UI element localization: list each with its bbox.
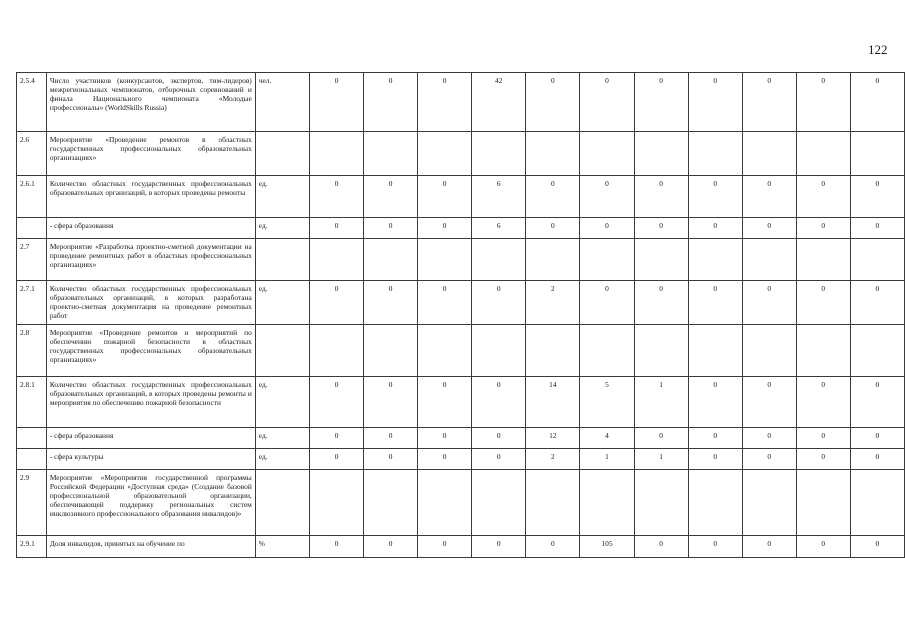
table-row <box>17 176 905 218</box>
value-cell <box>796 470 850 536</box>
table-row <box>17 325 905 377</box>
indicator-table <box>16 72 905 558</box>
value-cell: 1 <box>634 377 688 428</box>
value-cell: 0 <box>418 449 472 470</box>
value-cell: 0 <box>850 536 904 558</box>
row-name: Мероприятие «Разработка проектно-сметной документации на проведение ремонтных работ в областных профессиональных организациях» <box>46 239 255 281</box>
value-cell: 0 <box>742 377 796 428</box>
value-cell: 0 <box>634 73 688 132</box>
value-cell <box>364 132 418 176</box>
value-cell <box>364 470 418 536</box>
row-unit: ед. <box>255 176 309 218</box>
value-cell: 0 <box>742 449 796 470</box>
row-index: 2.9 <box>17 470 47 536</box>
value-cell <box>580 239 634 281</box>
value-cell <box>418 132 472 176</box>
value-cell: 0 <box>796 218 850 239</box>
row-name: Количество областных государственных профессиональных образовательных организаций, в которых проведены ремонты и мероприятия по обеспечению пожарной безопасности <box>46 377 255 428</box>
value-cell <box>688 470 742 536</box>
value-cell: 0 <box>634 428 688 449</box>
row-name: Количество областных государственных профессиональных образовательных организаций, в которых разработана проектно-сметная документация на проведение ремонтных работ <box>46 281 255 325</box>
value-cell <box>634 239 688 281</box>
value-cell: 0 <box>742 536 796 558</box>
value-cell: 0 <box>526 176 580 218</box>
value-cell: 0 <box>796 73 850 132</box>
value-cell <box>310 132 364 176</box>
row-index: 2.5.4 <box>17 73 47 132</box>
value-cell: 0 <box>364 218 418 239</box>
value-cell: 0 <box>580 218 634 239</box>
table-row <box>17 428 905 449</box>
value-cell: 0 <box>526 218 580 239</box>
row-name: Мероприятие «Мероприятия государственной программы Российской Федерации «Доступная среда» (Создание базовой профессиональной образовательной организации, обеспечивающей поддержку региональных систем инклюзивного профессионального образования инвалидов)» <box>46 470 255 536</box>
value-cell: 0 <box>850 281 904 325</box>
row-unit: ед. <box>255 449 309 470</box>
value-cell: 0 <box>364 176 418 218</box>
value-cell: 0 <box>634 536 688 558</box>
value-cell <box>472 470 526 536</box>
value-cell: 12 <box>526 428 580 449</box>
value-cell: 2 <box>526 281 580 325</box>
value-cell <box>580 132 634 176</box>
table-row <box>17 281 905 325</box>
table-row <box>17 377 905 428</box>
row-index: 2.6 <box>17 132 47 176</box>
value-cell: 0 <box>688 377 742 428</box>
value-cell <box>850 132 904 176</box>
row-unit <box>255 470 309 536</box>
value-cell <box>472 132 526 176</box>
value-cell <box>850 239 904 281</box>
value-cell <box>742 325 796 377</box>
row-name: - сфера образования <box>46 218 255 239</box>
value-cell: 105 <box>580 536 634 558</box>
value-cell <box>364 239 418 281</box>
value-cell: 0 <box>364 73 418 132</box>
value-cell: 0 <box>418 536 472 558</box>
value-cell: 0 <box>634 281 688 325</box>
value-cell: 0 <box>310 281 364 325</box>
value-cell <box>472 325 526 377</box>
value-cell <box>364 325 418 377</box>
value-cell: 0 <box>310 73 364 132</box>
value-cell <box>418 325 472 377</box>
value-cell: 0 <box>688 428 742 449</box>
value-cell <box>688 132 742 176</box>
table-row <box>17 239 905 281</box>
value-cell: 0 <box>418 377 472 428</box>
value-cell: 0 <box>364 449 418 470</box>
value-cell: 0 <box>418 281 472 325</box>
row-name: Доля инвалидов, принятых на обучение по <box>46 536 255 558</box>
value-cell: 0 <box>310 449 364 470</box>
row-unit: ед. <box>255 218 309 239</box>
value-cell: 1 <box>634 449 688 470</box>
row-name: - сфера культуры <box>46 449 255 470</box>
value-cell <box>310 239 364 281</box>
value-cell: 0 <box>796 449 850 470</box>
value-cell <box>526 325 580 377</box>
table-row <box>17 73 905 132</box>
value-cell: 0 <box>310 218 364 239</box>
value-cell <box>472 239 526 281</box>
value-cell: 0 <box>418 73 472 132</box>
value-cell <box>688 239 742 281</box>
value-cell: 0 <box>472 449 526 470</box>
row-index: 2.8.1 <box>17 377 47 428</box>
row-unit: ед. <box>255 428 309 449</box>
value-cell <box>850 470 904 536</box>
value-cell: 1 <box>580 449 634 470</box>
row-index: 2.7.1 <box>17 281 47 325</box>
value-cell: 0 <box>850 176 904 218</box>
value-cell <box>634 470 688 536</box>
value-cell <box>742 132 796 176</box>
value-cell: 0 <box>580 176 634 218</box>
value-cell: 5 <box>580 377 634 428</box>
row-index: 2.9.1 <box>17 536 47 558</box>
page-number: 122 <box>868 42 888 57</box>
value-cell: 0 <box>742 281 796 325</box>
value-cell: 0 <box>310 176 364 218</box>
table-body <box>17 73 905 558</box>
value-cell <box>526 239 580 281</box>
value-cell: 0 <box>742 218 796 239</box>
value-cell: 0 <box>310 428 364 449</box>
value-cell: 0 <box>850 449 904 470</box>
value-cell <box>310 470 364 536</box>
table-row <box>17 470 905 536</box>
value-cell: 0 <box>742 428 796 449</box>
value-cell <box>580 470 634 536</box>
value-cell: 14 <box>526 377 580 428</box>
value-cell <box>310 325 364 377</box>
value-cell: 0 <box>418 428 472 449</box>
row-unit: ед. <box>255 377 309 428</box>
row-index <box>17 449 47 470</box>
value-cell: 42 <box>472 73 526 132</box>
value-cell <box>418 470 472 536</box>
value-cell: 0 <box>418 176 472 218</box>
table-row <box>17 449 905 470</box>
value-cell: 0 <box>850 73 904 132</box>
value-cell: 0 <box>580 73 634 132</box>
value-cell: 2 <box>526 449 580 470</box>
value-cell: 0 <box>796 176 850 218</box>
value-cell: 0 <box>850 218 904 239</box>
value-cell: 0 <box>472 281 526 325</box>
value-cell <box>634 325 688 377</box>
value-cell <box>850 325 904 377</box>
value-cell: 0 <box>310 377 364 428</box>
value-cell: 0 <box>796 536 850 558</box>
value-cell <box>580 325 634 377</box>
row-unit <box>255 325 309 377</box>
value-cell: 4 <box>580 428 634 449</box>
value-cell: 0 <box>742 73 796 132</box>
value-cell: 0 <box>472 536 526 558</box>
value-cell <box>742 470 796 536</box>
value-cell: 0 <box>688 176 742 218</box>
table-row <box>17 218 905 239</box>
row-index: 2.7 <box>17 239 47 281</box>
row-unit: % <box>255 536 309 558</box>
value-cell: 0 <box>796 428 850 449</box>
row-unit <box>255 239 309 281</box>
value-cell <box>634 132 688 176</box>
value-cell <box>796 132 850 176</box>
value-cell <box>526 132 580 176</box>
value-cell <box>796 325 850 377</box>
value-cell: 0 <box>526 536 580 558</box>
value-cell: 0 <box>364 377 418 428</box>
row-index <box>17 218 47 239</box>
value-cell: 0 <box>850 377 904 428</box>
row-unit <box>255 132 309 176</box>
value-cell: 0 <box>472 428 526 449</box>
value-cell: 0 <box>742 176 796 218</box>
value-cell: 0 <box>364 536 418 558</box>
row-index: 2.6.1 <box>17 176 47 218</box>
row-name: Мероприятие «Проведение ремонтов и мероприятий по обеспечению пожарной безопасности в областных государственных профессиональных образовательных организациях» <box>46 325 255 377</box>
value-cell: 0 <box>472 377 526 428</box>
value-cell: 6 <box>472 218 526 239</box>
value-cell: 0 <box>634 218 688 239</box>
row-index: 2.8 <box>17 325 47 377</box>
value-cell: 0 <box>418 218 472 239</box>
row-unit: ед. <box>255 281 309 325</box>
value-cell: 0 <box>634 176 688 218</box>
row-name: Количество областных государственных профессиональных образовательных организаций, в которых проведены ремонты <box>46 176 255 218</box>
value-cell: 0 <box>364 281 418 325</box>
value-cell <box>526 470 580 536</box>
value-cell: 0 <box>310 536 364 558</box>
value-cell <box>688 325 742 377</box>
row-name: Мероприятие «Проведение ремонтов в областных государственных профессиональных образовательных организациях» <box>46 132 255 176</box>
row-index <box>17 428 47 449</box>
table-row <box>17 536 905 558</box>
row-name: Число участников (конкурсантов, экспертов, тим-лидеров) межрегиональных чемпионатов, отборочных соревнований и финала Национального чемпионата «Молодые профессионалы» (WorldSkills Russia) <box>46 73 255 132</box>
value-cell: 0 <box>364 428 418 449</box>
value-cell: 0 <box>688 449 742 470</box>
value-cell <box>742 239 796 281</box>
value-cell <box>418 239 472 281</box>
value-cell: 6 <box>472 176 526 218</box>
value-cell: 0 <box>850 428 904 449</box>
row-name: - сфера образования <box>46 428 255 449</box>
value-cell: 0 <box>796 377 850 428</box>
value-cell: 0 <box>688 73 742 132</box>
row-unit: чел. <box>255 73 309 132</box>
value-cell: 0 <box>688 218 742 239</box>
value-cell: 0 <box>580 281 634 325</box>
value-cell: 0 <box>688 281 742 325</box>
value-cell: 0 <box>688 536 742 558</box>
value-cell: 0 <box>796 281 850 325</box>
value-cell <box>796 239 850 281</box>
value-cell: 0 <box>526 73 580 132</box>
table-row <box>17 132 905 176</box>
